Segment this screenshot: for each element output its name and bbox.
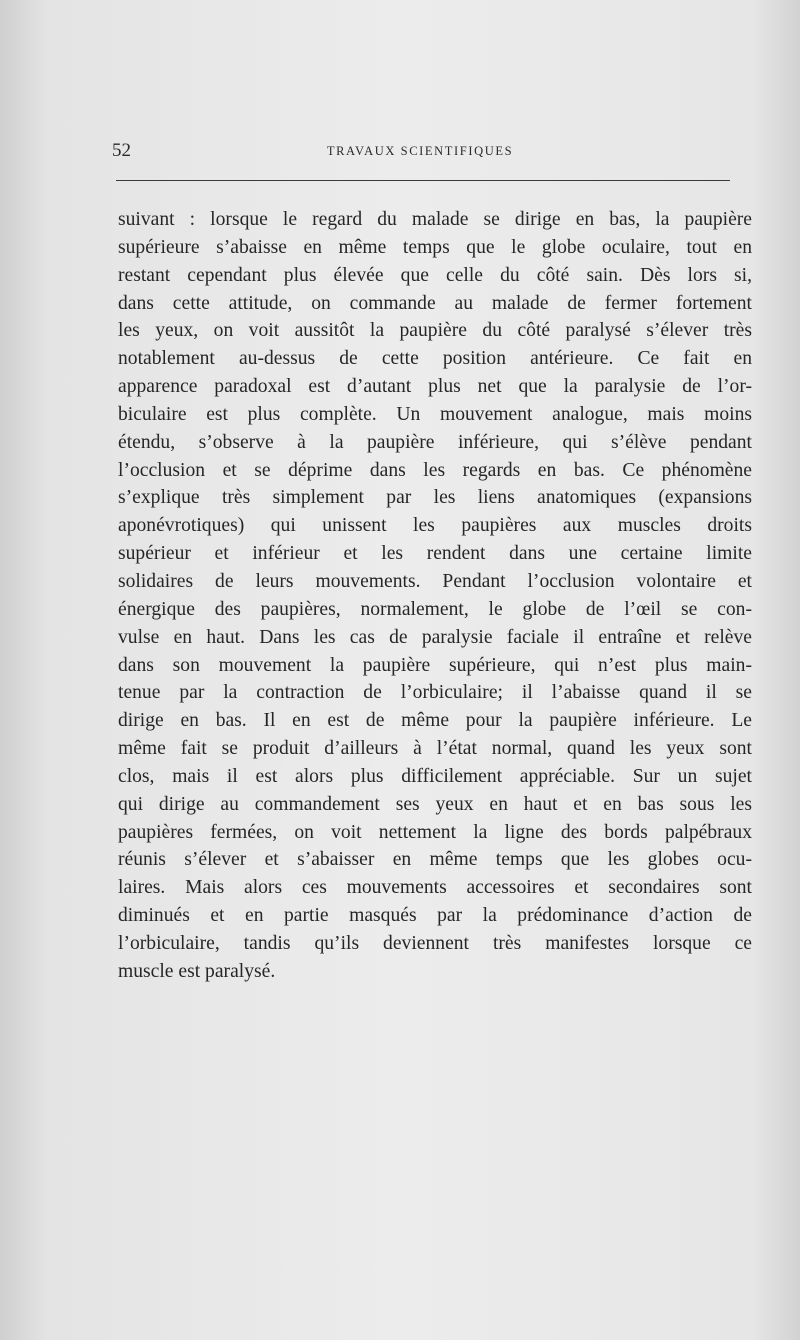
text-line: énergique des paupières, normalement, le globe de l’œil se con- bbox=[118, 598, 752, 620]
text-line: restant cependant plus élevée que celle du côté sain. Dès lors si, bbox=[118, 264, 752, 286]
running-title: TRAVAUX SCIENTIFIQUES bbox=[326, 144, 514, 158]
text-line: les yeux, on voit aussitôt la paupière du côté paralysé s’élever très bbox=[118, 320, 752, 342]
text-line: même fait se produit d’ailleurs à l’état normal, quand les yeux sont bbox=[118, 738, 752, 760]
text-line: dans cette attitude, on commande au malade de fermer fortement bbox=[118, 292, 752, 314]
text-line: vulse en haut. Dans les cas de paralysie faciale il entraîne et relève bbox=[118, 626, 752, 648]
text-line: supérieur et inférieur et les rendent dans une certaine limite bbox=[118, 543, 752, 565]
text-line: solidaires de leurs mouvements. Pendant l’occlusion volontaire et bbox=[118, 570, 752, 592]
page-number: 52 bbox=[112, 140, 131, 161]
text-line: qui dirige au commandement ses yeux en haut et en bas sous les bbox=[118, 793, 752, 815]
text-line: réunis s’élever et s’abaisser en même temps que les globes ocu- bbox=[118, 849, 752, 871]
text-line: apparence paradoxal est d’autant plus net que la paralysie de l’or- bbox=[118, 376, 752, 398]
text-line: laires. Mais alors ces mouvements accessoires et secondaires sont bbox=[118, 877, 752, 899]
body-text bbox=[118, 206, 752, 986]
text-line: tenue par la contraction de l’orbiculaire; il l’abaisse quand il se bbox=[118, 682, 752, 704]
text-line: étendu, s’observe à la paupière inférieure, qui s’élève pendant bbox=[118, 431, 752, 453]
header-rule bbox=[116, 180, 730, 181]
text-line: diminués et en partie masqués par la prédominance d’action de bbox=[118, 905, 752, 927]
text-line: supérieure s’abaisse en même temps que le globe oculaire, tout en bbox=[118, 236, 752, 258]
text-line: dirige en bas. Il en est de même pour la paupière inférieure. Le bbox=[118, 710, 752, 732]
text-line: s’explique très simplement par les liens anatomiques (expansions bbox=[118, 487, 752, 509]
text-line: notablement au-dessus de cette position antérieure. Ce fait en bbox=[118, 348, 752, 370]
text-line: l’occlusion et se déprime dans les regards en bas. Ce phénomène bbox=[118, 459, 752, 481]
text-line: l’orbiculaire, tandis qu’ils deviennent très manifestes lorsque ce bbox=[118, 932, 752, 954]
text-line: clos, mais il est alors plus difficilement appréciable. Sur un sujet bbox=[118, 765, 752, 787]
text-line-last: muscle est paralysé. bbox=[118, 960, 276, 982]
page-header bbox=[112, 138, 728, 168]
text-line: suivant : lorsque le regard du malade se dirige en bas, la paupière bbox=[118, 209, 752, 230]
text-line: biculaire est plus complète. Un mouvement analogue, mais moins bbox=[118, 403, 752, 425]
text-line: aponévrotiques) qui unissent les paupières aux muscles droits bbox=[118, 515, 752, 537]
text-line: dans son mouvement la paupière supérieure, qui n’est plus main- bbox=[118, 654, 752, 676]
text-line: paupières fermées, on voit nettement la ligne des bords palpébraux bbox=[118, 821, 752, 843]
